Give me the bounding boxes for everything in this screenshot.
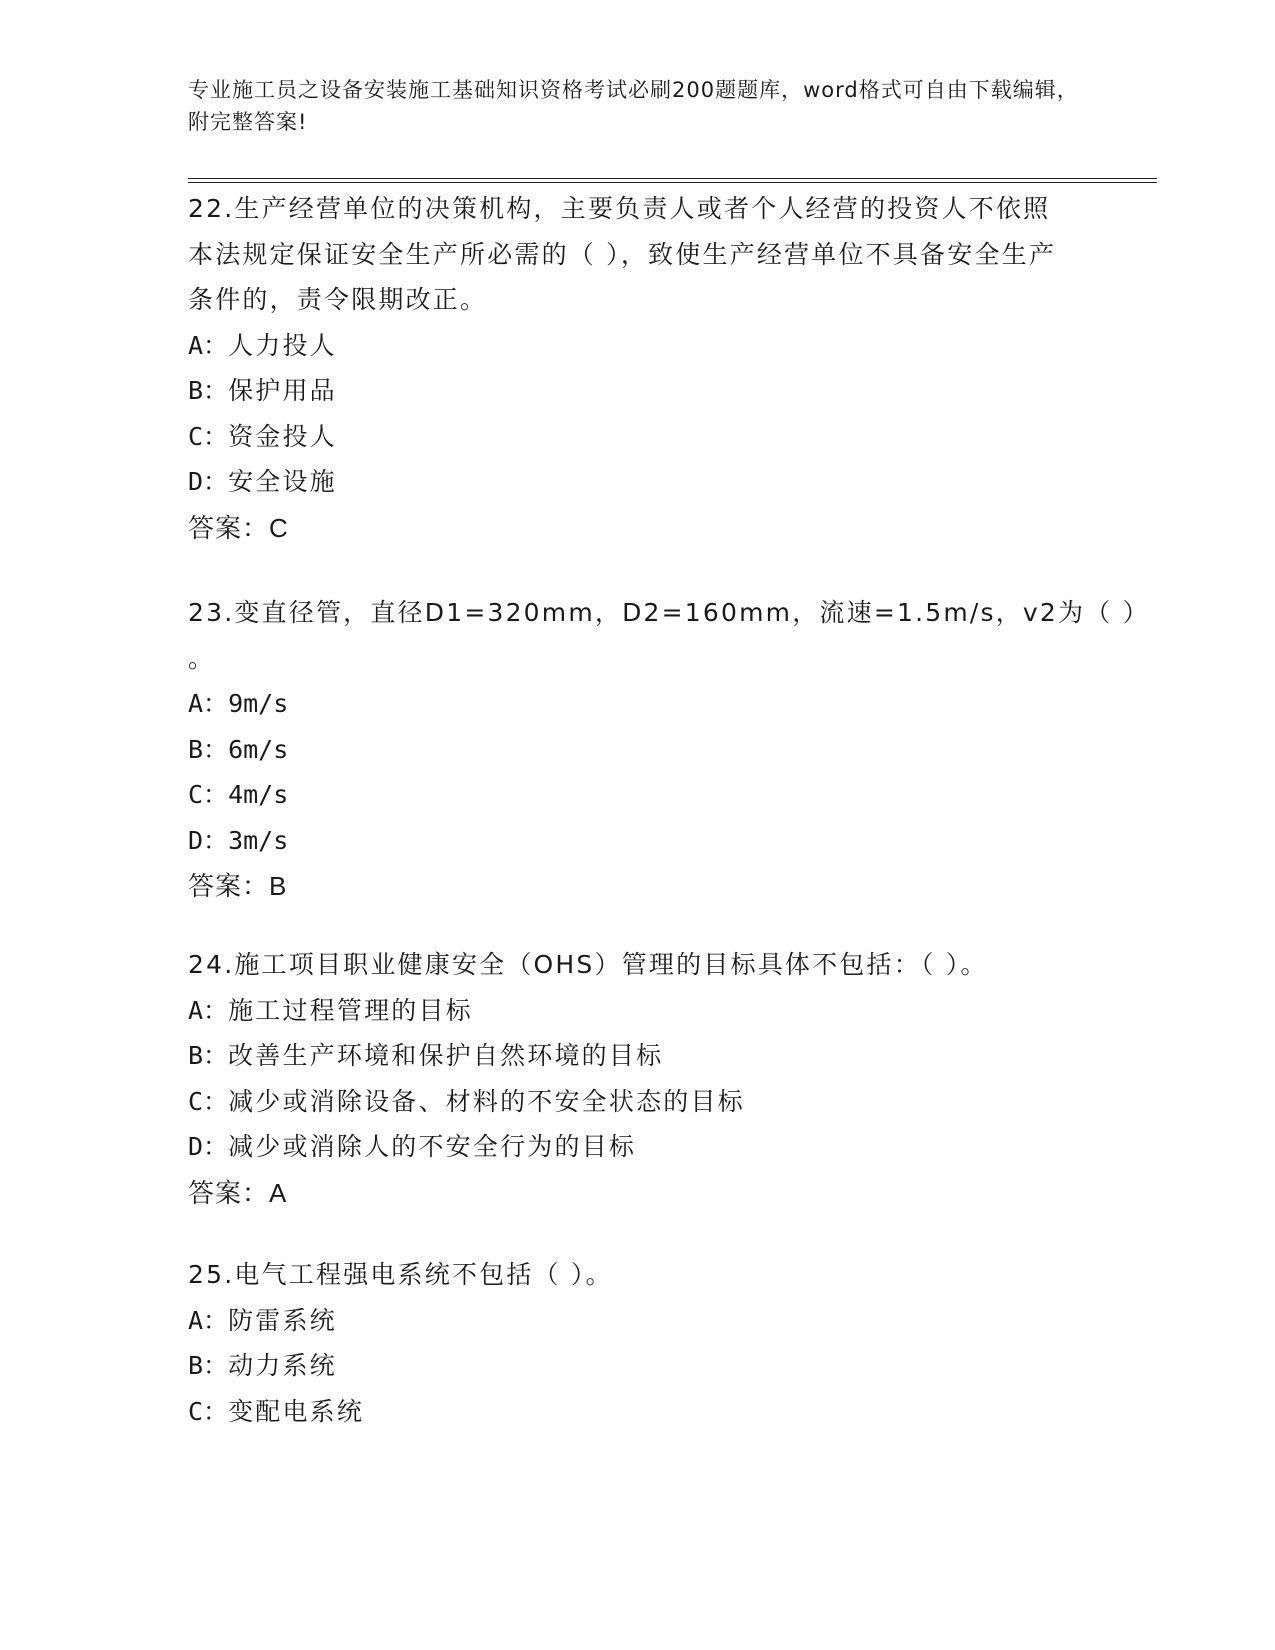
option-label: D： (188, 467, 229, 496)
answer: 答案：A (188, 1177, 288, 1208)
option-text: 6m/s (228, 734, 289, 764)
option-c (188, 772, 1088, 818)
option-d (188, 459, 1088, 505)
option-label: B： (188, 1041, 229, 1070)
option-text: 保护用品 (228, 376, 337, 405)
document-header: 专业施工员之设备安装施工基础知识资格考试必刷200题题库，word格式可自由下载编辑，附完整答案! (188, 78, 1079, 134)
option-text: 减少或消除设备、材料的不安全状态的目标 (228, 1086, 745, 1116)
option-b (188, 1343, 1088, 1389)
question-stem: 24.施工项目职业健康安全（OHS）管理的目标具体不包括：（ ）。 (188, 950, 988, 979)
question-25 (188, 1252, 1088, 1434)
option-c (188, 1389, 1088, 1435)
option-text: 施工过程管理的目标 (228, 995, 473, 1025)
option-text: 防雷系统 (228, 1305, 337, 1335)
option-text: 9m/s (228, 689, 289, 718)
option-text: 资金投人 (228, 421, 337, 451)
question-stem: 23.变直径管，直径D1=320mm，D2=160mm，流速=1.5m/s，v2为（ ） (188, 598, 1150, 627)
header-rule-top (188, 178, 1157, 179)
option-c (188, 1079, 1088, 1125)
option-label: B： (188, 734, 229, 764)
option-text: 4m/s (228, 780, 289, 809)
option-b (188, 1033, 1088, 1079)
option-label: C： (188, 421, 229, 451)
option-b (188, 727, 1088, 773)
option-b (188, 368, 1088, 414)
option-a (188, 323, 1088, 369)
option-d (188, 1124, 1088, 1170)
option-label: D： (188, 1132, 229, 1161)
option-text: 人力投人 (228, 330, 337, 360)
option-label: C： (188, 1396, 229, 1426)
option-label: D： (188, 825, 229, 855)
option-text: 改善生产环境和保护自然环境的目标 (228, 1041, 664, 1070)
option-label: C： (188, 1086, 229, 1116)
option-a (188, 681, 1088, 727)
question-22 (188, 186, 1088, 551)
option-d (188, 818, 1088, 864)
option-label: A： (188, 689, 229, 718)
option-a (188, 988, 1088, 1034)
answer: 答案：B (188, 871, 288, 901)
answer: 答案：C (188, 512, 289, 543)
question-24 (188, 942, 1088, 1216)
question-stem: 22.生产经营单位的决策机构，主要负责人或者个人经营的投资人不依照本法规定保证安全生产所必需的（ ），致使生产经营单位不具备安全生产条件的，责令限期改正。 (188, 194, 1057, 314)
option-a (188, 1298, 1088, 1344)
option-text: 安全设施 (228, 467, 337, 496)
question-stem-trail: 。 (188, 643, 214, 673)
option-text: 3m/s (228, 825, 289, 855)
option-text: 减少或消除人的不安全行为的目标 (228, 1132, 637, 1161)
option-label: B： (188, 1351, 229, 1380)
option-text: 变配电系统 (228, 1396, 365, 1426)
option-text: 动力系统 (228, 1351, 337, 1380)
option-label: A： (188, 1305, 229, 1335)
option-label: A： (188, 995, 229, 1025)
question-stem: 25.电气工程强电系统不包括（ ）。 (188, 1260, 613, 1289)
option-c (188, 414, 1088, 460)
header-rule-bottom (188, 182, 1157, 183)
option-label: B： (188, 376, 229, 405)
option-label: C： (188, 780, 229, 809)
option-label: A： (188, 330, 229, 360)
question-23 (188, 590, 1150, 909)
